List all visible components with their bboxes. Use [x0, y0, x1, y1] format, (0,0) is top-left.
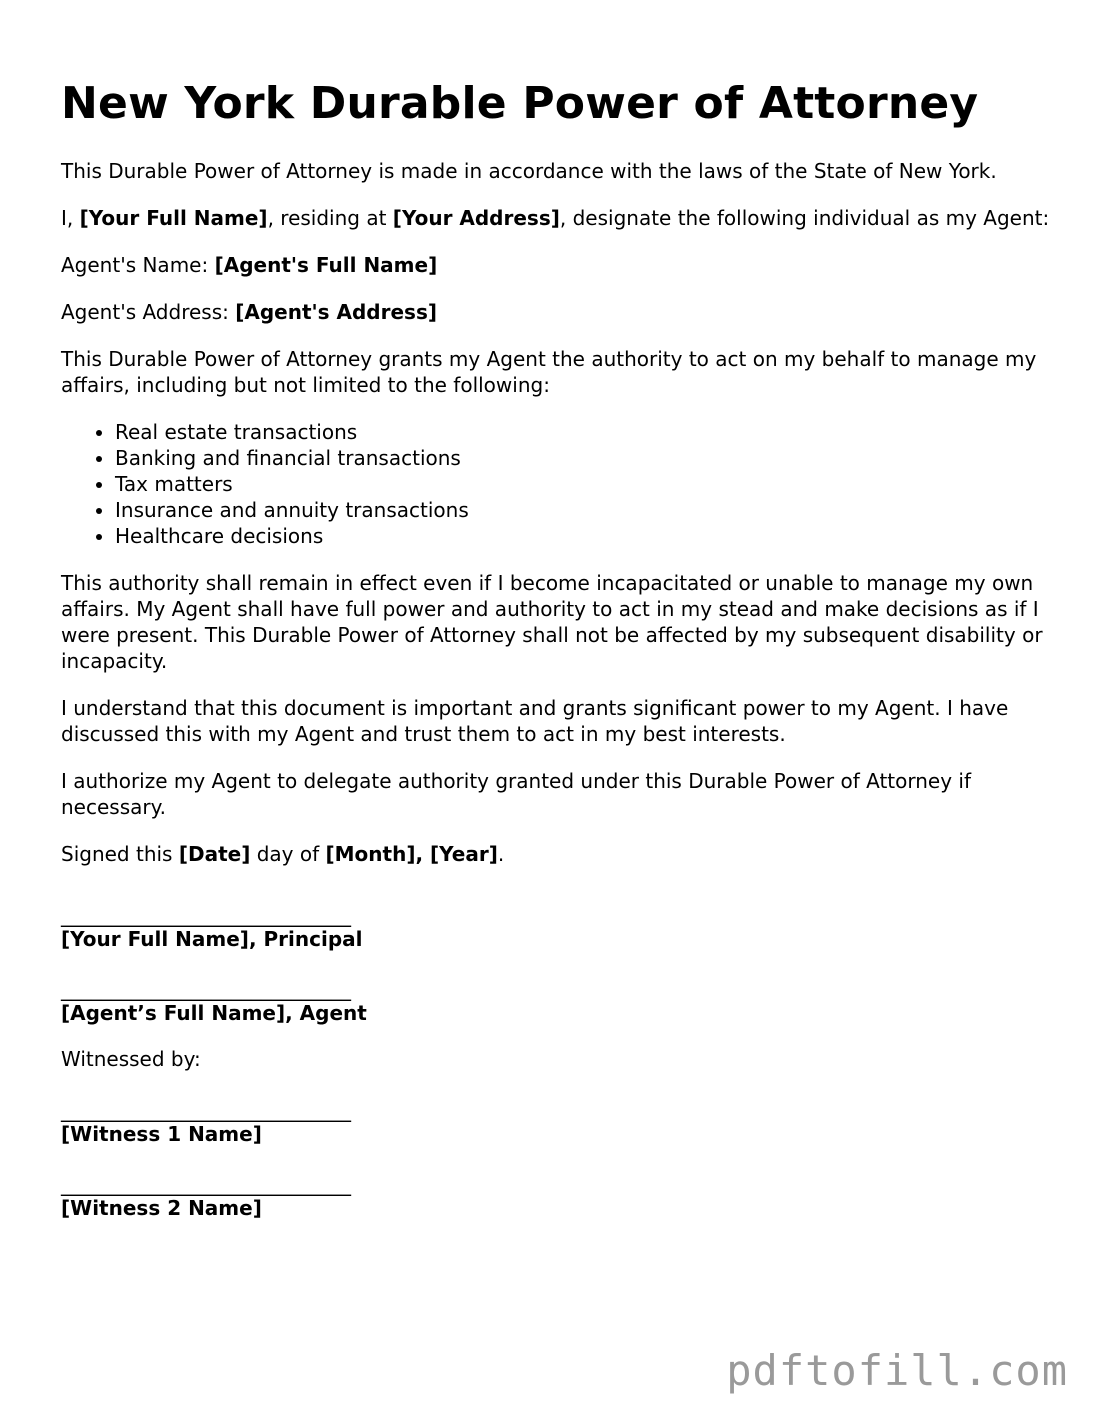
list-item: • Insurance and annuity transactions: [115, 497, 1051, 523]
agent-label: [Agent’s Full Name], Agent: [61, 1001, 367, 1025]
signature-line: _____________________________: [61, 977, 351, 1001]
principal-label: [Your Full Name], Principal: [61, 927, 363, 951]
witnessed-by-label: Witnessed by:: [61, 1047, 201, 1071]
list-item: • Banking and financial transactions: [115, 445, 1051, 471]
designation-paragraph: I, [Your Full Name], residing at [Your Address], designate the following individual as my Agent:: [61, 206, 1050, 230]
list-item: • Tax matters: [115, 471, 1051, 497]
agent-name-placeholder: [Agent's Full Name]: [214, 253, 438, 277]
signature-line: _____________________________: [61, 1098, 351, 1122]
date-placeholder: [Date]: [178, 842, 251, 866]
agent-address-placeholder: [Agent's Address]: [235, 300, 437, 324]
witness2-label: [Witness 2 Name]: [61, 1196, 262, 1220]
authority-intro-paragraph: This Durable Power of Attorney grants my Agent the authority to act on my behalf to manage my affairs, including but not limited to the following:: [61, 347, 1037, 397]
principal-address-placeholder: [Your Address]: [392, 206, 560, 230]
watermark: pdftofill.com: [726, 1346, 1068, 1395]
agent-address-line: Agent's Address: [Agent's Address]: [61, 300, 437, 324]
signed-line: Signed this [Date] day of [Month], [Year].: [61, 842, 505, 866]
agent-signature-block: [61, 977, 1051, 1025]
durability-paragraph: This authority shall remain in effect even if I become incapacitated or unable to manage my own affairs. My Agent shall have full power and authority to act in my stead and make decisions as if I were present. This Durable Power of Attorney shall not be affected by my subsequent disability or incapacity.: [61, 571, 1043, 673]
list-item: • Real estate transactions: [115, 419, 1051, 445]
list-item: • Healthcare decisions: [115, 523, 1051, 549]
understanding-paragraph: I understand that this document is important and grants significant power to my Agent. I have discussed this with my Agent and trust them to act in my best interests.: [61, 696, 1009, 746]
document-body: [61, 158, 1051, 1246]
delegation-paragraph: I authorize my Agent to delegate authority granted under this Durable Power of Attorney if necessary.: [61, 769, 972, 819]
agent-name-line: Agent's Name: [Agent's Full Name]: [61, 253, 438, 277]
witness2-signature-block: [61, 1172, 1051, 1220]
intro-paragraph: This Durable Power of Attorney is made in accordance with the laws of the State of New York.: [61, 159, 997, 183]
signature-line: _____________________________: [61, 903, 351, 927]
principal-signature-block: [61, 903, 1051, 951]
document-title: New York Durable Power of Attorney: [61, 78, 979, 129]
month-year-placeholder: [Month], [Year]: [325, 842, 498, 866]
signature-line: _____________________________: [61, 1172, 351, 1196]
powers-list: [61, 419, 1051, 549]
witness1-signature-block: [61, 1098, 1051, 1146]
witness1-label: [Witness 1 Name]: [61, 1122, 262, 1146]
principal-name-placeholder: [Your Full Name]: [79, 206, 268, 230]
